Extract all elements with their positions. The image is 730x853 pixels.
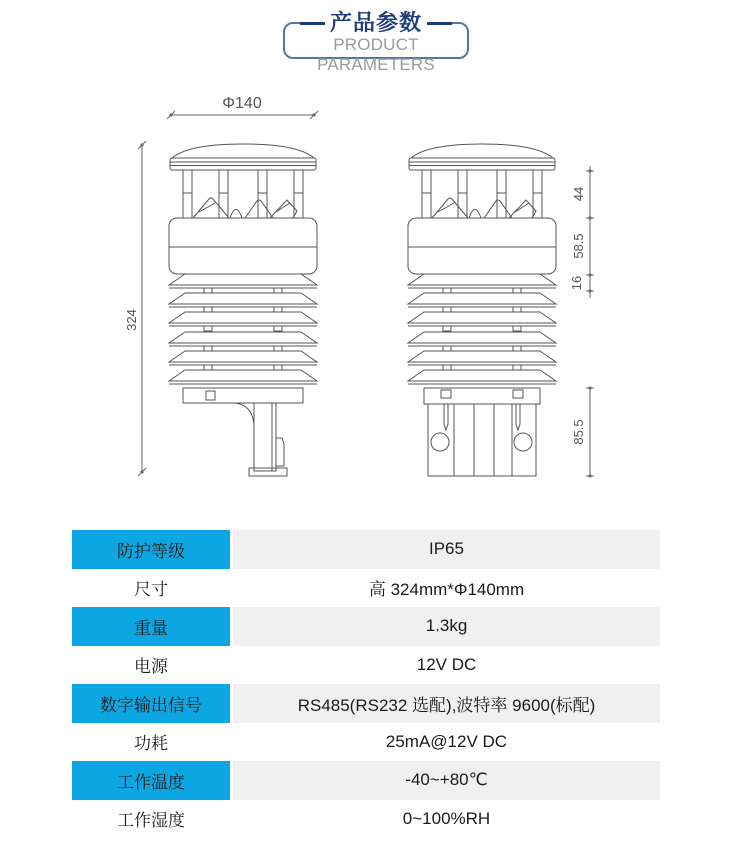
spec-label: 重量 xyxy=(72,607,230,646)
spec-row xyxy=(72,800,660,839)
spec-value: 1.3kg xyxy=(233,607,660,646)
spec-row xyxy=(72,607,660,646)
spec-label: 工作湿度 xyxy=(117,811,185,831)
spec-value: RS485(RS232 选配),波特率 9600(标配) xyxy=(233,684,660,723)
spec-row xyxy=(72,723,660,762)
spec-label: 防护等级 xyxy=(72,530,230,569)
spec-value: 12V DC xyxy=(416,654,477,674)
spec-value: -40~+80℃ xyxy=(233,761,660,800)
spec-table xyxy=(72,530,660,838)
page-subtitle: PRODUCT PARAMETERS xyxy=(317,35,435,74)
title-legend xyxy=(300,10,452,36)
spec-label: 数字输出信号 xyxy=(72,684,230,723)
spec-row xyxy=(72,684,660,723)
dim-bottom-label: 85.5 xyxy=(571,419,586,445)
dimension-right-stack xyxy=(569,166,594,298)
spec-label: 电源 xyxy=(134,657,168,677)
spec-value: IP65 xyxy=(233,530,660,569)
spec-row xyxy=(72,569,660,608)
dim-diameter-label: Φ140 xyxy=(222,95,262,112)
device-front-view xyxy=(169,144,317,476)
spec-value: 0~100%RH xyxy=(402,808,491,828)
legend-line-right xyxy=(427,22,452,25)
spec-row xyxy=(72,530,660,569)
spec-row xyxy=(72,761,660,800)
page-title: 产品参数 xyxy=(325,10,427,36)
dim-height-label: 324 xyxy=(124,309,139,331)
spec-value: 25mA@12V DC xyxy=(385,731,508,751)
spec-value: 高 324mm*Φ140mm xyxy=(368,580,525,600)
spec-label: 尺寸 xyxy=(134,580,168,600)
device-side-view xyxy=(408,144,556,476)
dim-body-label: 58.5 xyxy=(571,233,586,259)
spec-row xyxy=(72,646,660,685)
technical-drawing xyxy=(0,85,730,495)
dimension-diameter xyxy=(167,95,318,119)
spec-label: 功耗 xyxy=(134,734,168,754)
dimension-bottom xyxy=(571,386,594,477)
dimension-total-height xyxy=(124,141,146,476)
title-box xyxy=(283,10,469,74)
dim-top-label: 44 xyxy=(571,186,586,202)
dim-louver-label: 16 xyxy=(569,275,584,291)
legend-line-left xyxy=(300,22,325,25)
spec-label: 工作温度 xyxy=(72,761,230,800)
